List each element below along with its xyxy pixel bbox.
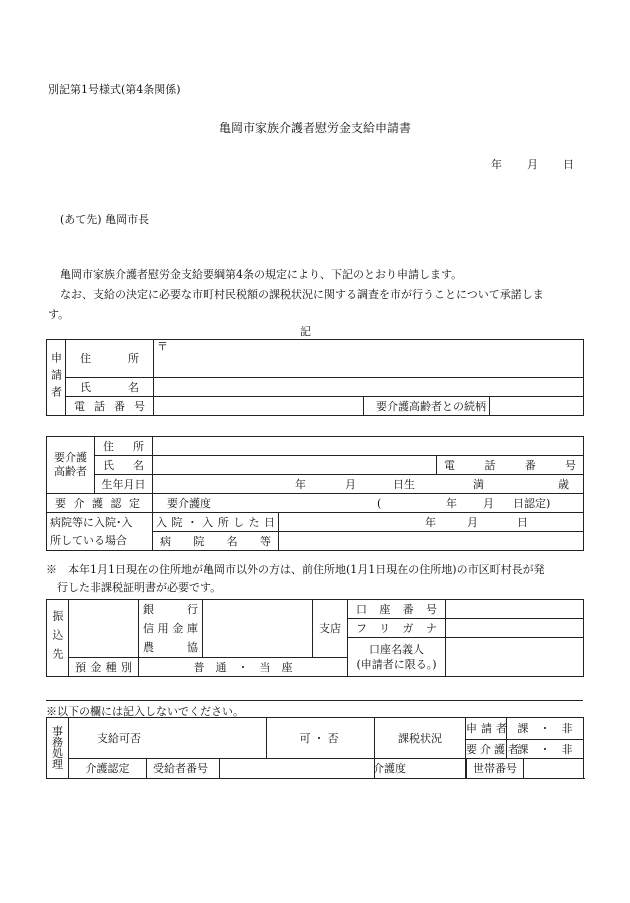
care-name-label: 氏名 (95, 456, 153, 475)
care-name-field[interactable] (153, 456, 437, 475)
hospital-date-label: 入院・入所した日 (153, 513, 279, 532)
office-group-label: 事務処理 (47, 718, 69, 779)
care-birth-label: 生年月日 (95, 475, 153, 494)
deposit-options[interactable]: 普 通 ・ 当 座 (139, 658, 348, 677)
hosp-day: 日 (517, 516, 528, 529)
account-no-field[interactable] (446, 600, 584, 619)
applicant-phone-label: 電話番号 (66, 397, 154, 416)
birth-day: 日生 (393, 478, 415, 491)
cert-date: 日認定) (513, 497, 551, 510)
date-month: 月 (527, 158, 538, 171)
approval-options[interactable]: 可・否 (267, 718, 375, 759)
applicant-phone-field[interactable] (154, 397, 364, 416)
care-level-label: 介護度 (373, 762, 406, 775)
birth-age-unit: 歳 (558, 478, 569, 491)
hospital-label: 病院等に入院･入 所している場合 (47, 513, 153, 551)
applicant-group-label: 申請者 (47, 340, 66, 416)
agri-label: 農 協 (143, 641, 198, 654)
hospital-name-field[interactable] (279, 532, 584, 551)
body-line-3: す。 (48, 308, 70, 321)
holder-field[interactable] (446, 638, 584, 677)
care-address-label: 住所 (95, 437, 153, 456)
applicant-relation-field[interactable] (490, 397, 584, 416)
applicant-address-label: 住 所 (66, 340, 154, 378)
hospital-date-field[interactable] (279, 513, 584, 532)
care-phone-label: 電話番号 (437, 456, 584, 475)
note-line-1: ※ 本年1月1日現在の住所地が亀岡市以外の方は、前住所地(1月1日現在の住所地)の市区町村長が発 (46, 563, 545, 576)
bank-type-labels (139, 600, 203, 658)
insured-no-label: 受給者番号 (147, 759, 220, 778)
cert-open-paren: ( (377, 497, 382, 510)
hosp-month: 月 (467, 516, 478, 529)
hospital-name-label: 病院名等 (153, 532, 279, 551)
tax-applicant-option[interactable]: 課 ・ 非 (507, 718, 584, 740)
applicant-relation-label: 要介護高齢者との続柄 (364, 397, 490, 416)
body-line-2: なお、支給の決定に必要な市町村民税額の課税状況に関する調査を市が行うことについて承諾しま (60, 288, 544, 301)
tax-carer-label: 要介護者 (466, 740, 507, 759)
office-divider (46, 700, 583, 701)
care-address-field[interactable] (153, 437, 584, 456)
account-no-label: 口座番号 (348, 600, 446, 619)
deposit-type-label: 預金種別 (69, 658, 139, 677)
office-cert-label: 介護認定 (69, 759, 147, 779)
credit-label: 信用金庫 (143, 622, 198, 635)
office-note: ※以下の欄には記入しないでください。 (46, 705, 244, 718)
office-table (46, 717, 584, 779)
branch-name-field[interactable] (203, 600, 313, 658)
branch-label: 支店 (313, 600, 348, 658)
bank-table (46, 599, 584, 677)
date-line (491, 156, 581, 172)
care-level-cell[interactable] (375, 759, 466, 779)
applicant-name-label: 氏 名 (66, 378, 154, 397)
form-number: 別記第1号様式(第4条関係) (48, 83, 181, 96)
care-birth-field[interactable] (153, 475, 584, 494)
furigana-field[interactable] (446, 619, 584, 638)
birth-year: 年 (295, 478, 306, 491)
document-title: 亀岡市家族介護者慰労金支給申請書 (218, 121, 411, 135)
care-recipient-table (46, 436, 584, 551)
household-no-cell[interactable] (466, 759, 584, 779)
date-year: 年 (491, 158, 502, 171)
insured-no-cell[interactable] (147, 759, 375, 779)
ki-heading: 記 (300, 325, 311, 338)
birth-full-age: 満 (473, 478, 484, 491)
holder-label: 口座名義人 (申請者に限る。) (348, 638, 446, 677)
household-no-label: 世帯番号 (466, 759, 524, 778)
applicant-name-field[interactable] (154, 378, 584, 397)
cert-year: 年 (446, 497, 457, 510)
bank-blank[interactable] (69, 600, 139, 658)
note-line-2: 行した非課税証明書が必要です。 (57, 581, 222, 594)
tax-carer-option[interactable]: 課 ・ 非 (507, 740, 584, 759)
applicant-table (46, 339, 584, 416)
date-day: 日 (563, 158, 574, 171)
care-cert-field[interactable] (153, 494, 584, 513)
applicant-address-field[interactable] (154, 340, 584, 378)
cert-level-label: 要介護度 (167, 497, 211, 510)
hosp-year: 年 (425, 516, 436, 529)
care-cert-label: 要介護認定 (47, 494, 153, 513)
bank-group-label: 振込先 (47, 600, 69, 677)
postal-mark: 〒 (157, 340, 168, 353)
cert-month: 月 (483, 497, 494, 510)
addressee: (あて先) 亀岡市長 (60, 213, 150, 226)
bank-label: 銀 行 (143, 603, 198, 616)
body-line-1: 亀岡市家族介護者慰労金支給要綱第4条の規定により、下記のとおり申請します。 (60, 268, 463, 281)
tax-applicant-label: 申請者 (466, 718, 507, 740)
tax-label: 課税状況 (375, 718, 466, 759)
approval-label: 支給可否 (69, 718, 267, 759)
furigana-label: フリガナ (348, 619, 446, 638)
care-group-label: 要介護 高齢者 (47, 437, 95, 494)
birth-month: 月 (345, 478, 356, 491)
